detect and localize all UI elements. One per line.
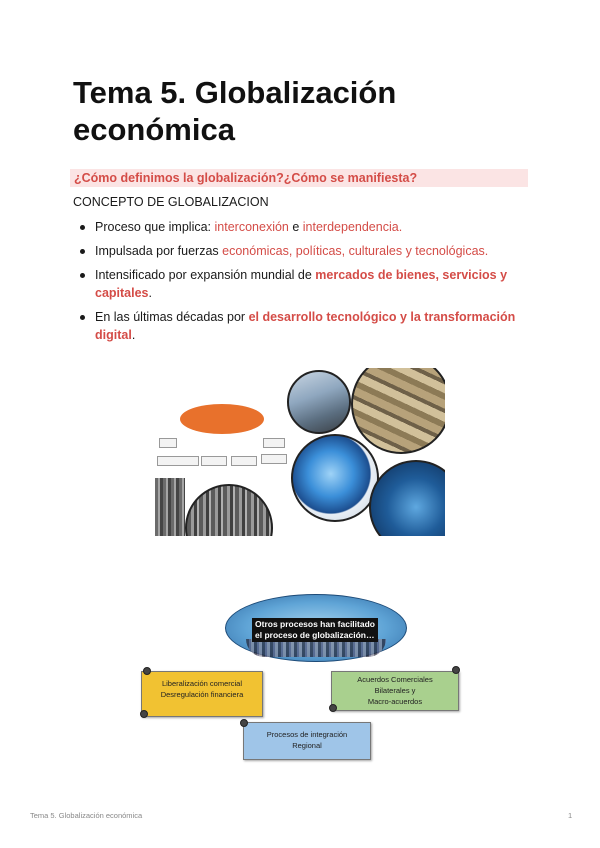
banner-label <box>252 618 378 642</box>
collage-box <box>231 456 257 466</box>
note-liberalization <box>141 671 263 717</box>
orange-ellipse-shape <box>180 404 264 434</box>
page-number: 1 <box>568 811 573 820</box>
pin-icon <box>143 667 151 675</box>
network-photo-circle <box>369 460 445 536</box>
collage-box <box>263 438 285 448</box>
note-regional-integration <box>243 722 371 760</box>
port-photo-circle <box>287 370 351 434</box>
collage-box <box>159 438 177 448</box>
question-callout: ¿Cómo definimos la globalización?¿Cómo se manifiesta? <box>70 169 528 187</box>
concept-heading: CONCEPTO DE GLOBALIZACION <box>73 195 269 209</box>
money-photo-circle <box>351 368 445 454</box>
note-line: Procesos de integración <box>266 730 348 739</box>
list-item: Intensificado por expansión mundial de mercados de bienes, servicios y capitales. <box>73 266 523 302</box>
globalization-collage-image <box>155 368 445 536</box>
note-line: Regional <box>292 741 322 750</box>
note-line: Desregulación financiera <box>160 690 244 699</box>
note-trade-agreements <box>331 671 459 711</box>
pin-icon <box>329 704 337 712</box>
note-line: Acuerdos Comerciales <box>357 675 433 684</box>
banner-line: el proceso de globalización… <box>255 630 375 640</box>
collage-box <box>261 454 287 464</box>
crowd-photo-circle <box>185 484 273 536</box>
page-title: Tema 5. Globalización económica <box>73 75 397 147</box>
list-item: Impulsada por fuerzas económicas, políticas, culturales y tecnológicas. <box>73 242 523 260</box>
collage-box <box>157 456 199 466</box>
note-line: Macro-acuerdos <box>367 697 423 706</box>
globe-tablet-photo-circle <box>291 434 379 522</box>
footer-title: Tema 5. Globalización económica <box>30 811 143 820</box>
list-item: En las últimas décadas por el desarrollo tecnológico y la transformación digital. <box>73 308 523 344</box>
banner-line: Otros procesos han facilitado <box>255 619 375 629</box>
pin-icon <box>452 666 460 674</box>
concept-bullet-list <box>73 218 523 350</box>
note-line: Liberalización comercial <box>161 679 243 688</box>
crowd-photo-strip <box>155 478 185 536</box>
list-item: Proceso que implica: interconexión e interdependencia. <box>73 218 523 236</box>
pin-icon <box>240 719 248 727</box>
note-line: Bilaterales y <box>374 686 416 695</box>
collage-box <box>201 456 227 466</box>
pin-icon <box>140 710 148 718</box>
